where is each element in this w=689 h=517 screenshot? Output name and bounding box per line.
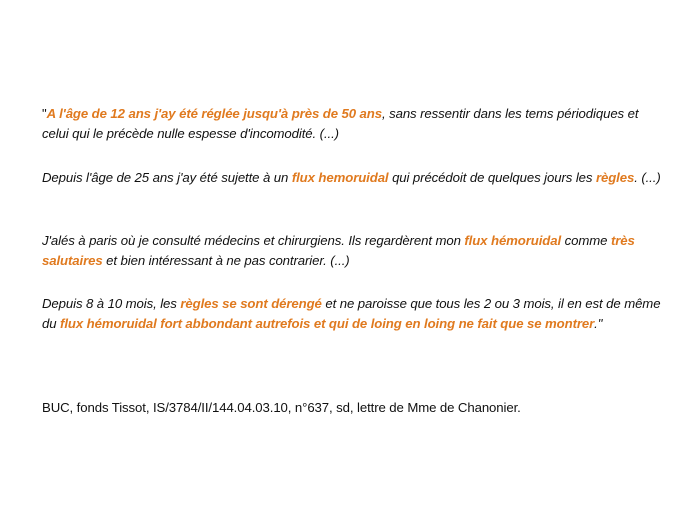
quote-paragraph-4 <box>42 294 662 334</box>
quote-paragraph-3 <box>42 231 662 271</box>
highlight-regles: règles <box>595 170 635 185</box>
paragraph-3-text-c: et bien intéressant à ne pas contrarier. (...) <box>102 253 350 268</box>
highlight-menstruation-age: A l'âge de 12 ans j'ay été réglée jusqu'à près de 50 ans <box>46 106 382 121</box>
paragraph-1-text: , sans ressentir dans les tems périodiques et celui qui le précède nulle espesse d'incomodité. (...) <box>42 106 639 141</box>
paragraph-3-text-b: comme <box>561 233 611 248</box>
paragraph-4-text-c: ." <box>594 316 603 331</box>
quote-paragraph-1 <box>42 104 662 144</box>
highlight-flux-hemoruidal: flux hémoruidal <box>464 233 562 248</box>
paragraph-2-text-a: Depuis l'âge de 25 ans j'ay été sujette à un <box>42 170 292 185</box>
highlight-flux-hemoruidal: flux hemoruidal <box>291 170 389 185</box>
quote-paragraph-2 <box>42 168 662 188</box>
paragraph-4-text-b: et ne paroisse que tous les 2 ou 3 mois, il en est de même du <box>42 296 661 331</box>
highlight-tres-salutaires: très salutaires <box>42 233 635 268</box>
source-citation: BUC, fonds Tissot, IS/3784/II/144.04.03.10, n°637, sd, lettre de Mme de Chanonier. <box>42 400 521 415</box>
paragraph-4-text-a: Depuis 8 à 10 mois, les <box>42 296 181 311</box>
highlight-flux-abbondant: flux hémoruidal fort abbondant autrefois et qui de loing en loing ne fait que se montrer <box>60 316 595 331</box>
paragraph-2-text-c: . (...) <box>634 170 661 185</box>
paragraph-2-text-b: qui précédoit de quelques jours les <box>388 170 596 185</box>
opening-quote-mark: " <box>42 106 47 121</box>
highlight-regles-derenge: règles se sont dérengé <box>180 296 322 311</box>
paragraph-3-text-a: J'alés à paris où je consulté médecins et chirurgiens. Ils regardèrent mon <box>42 233 465 248</box>
